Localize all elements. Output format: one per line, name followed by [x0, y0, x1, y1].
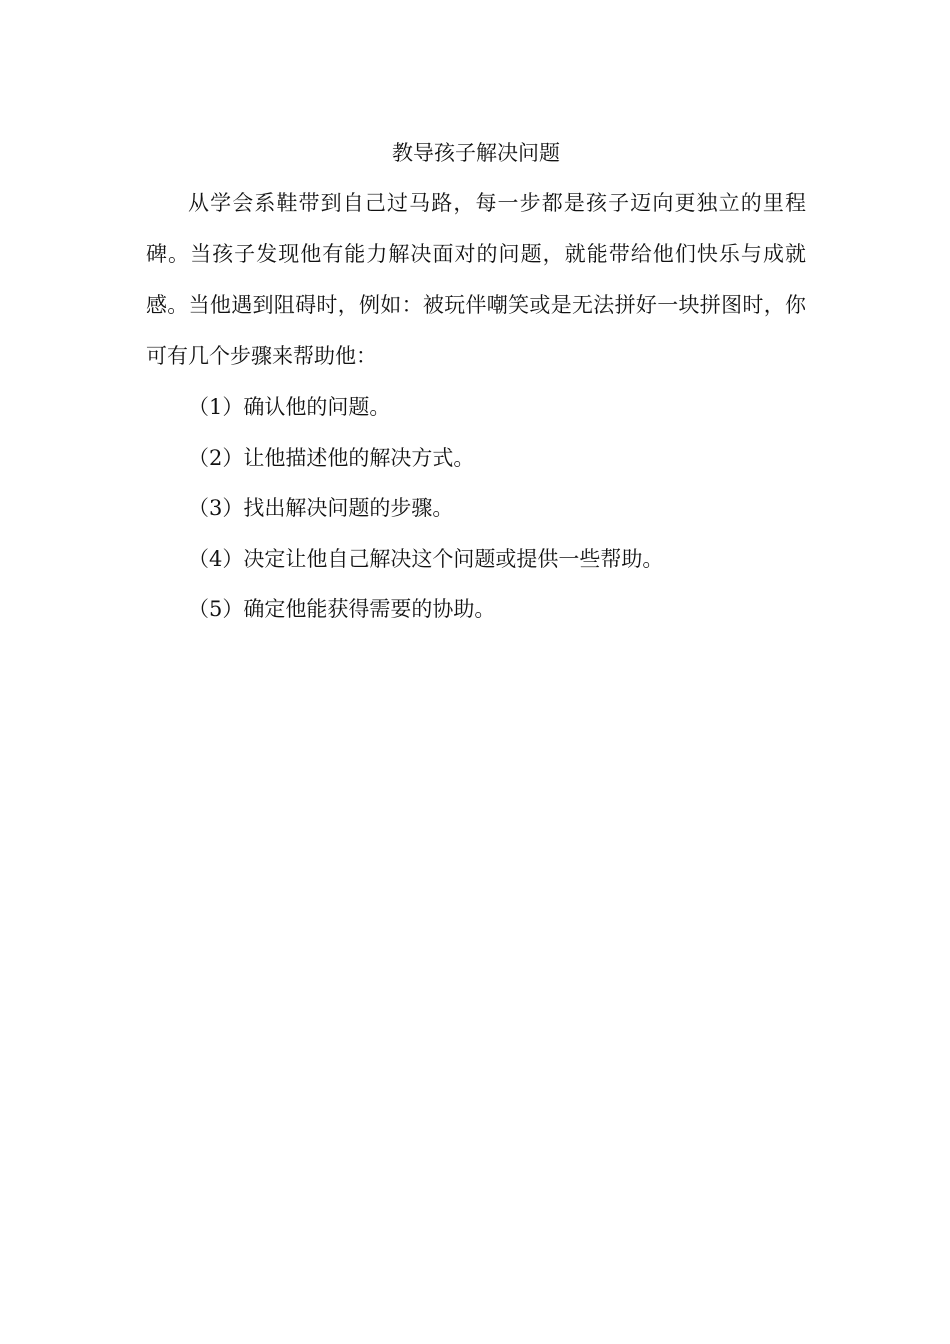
- document-title: 教导孩子解决问题: [392, 141, 560, 165]
- step-item-5: （5）确定他能获得需要的协助。: [188, 597, 496, 621]
- step-item-4: （4）决定让他自己解决这个问题或提供一些帮助。: [188, 546, 664, 571]
- steps-list: [146, 382, 806, 635]
- intro-paragraph: 从学会系鞋带到自己过马路，每一步都是孩子迈向更独立的里程碑。当孩子发现他有能力解决面对的问题，就能带给他们快乐与成就感。当他遇到阻碍时，例如：被玩伴嘲笑或是无法拼好一块拼图时，你可有几个步骤来帮助他：: [146, 191, 806, 368]
- step-item-3: （3）找出解决问题的步骤。: [188, 496, 454, 520]
- step-item-1: （1）确认他的问题。: [188, 395, 391, 419]
- document-body: [146, 128, 806, 635]
- step-item-2: （2）让他描述他的解决方式。: [188, 445, 475, 470]
